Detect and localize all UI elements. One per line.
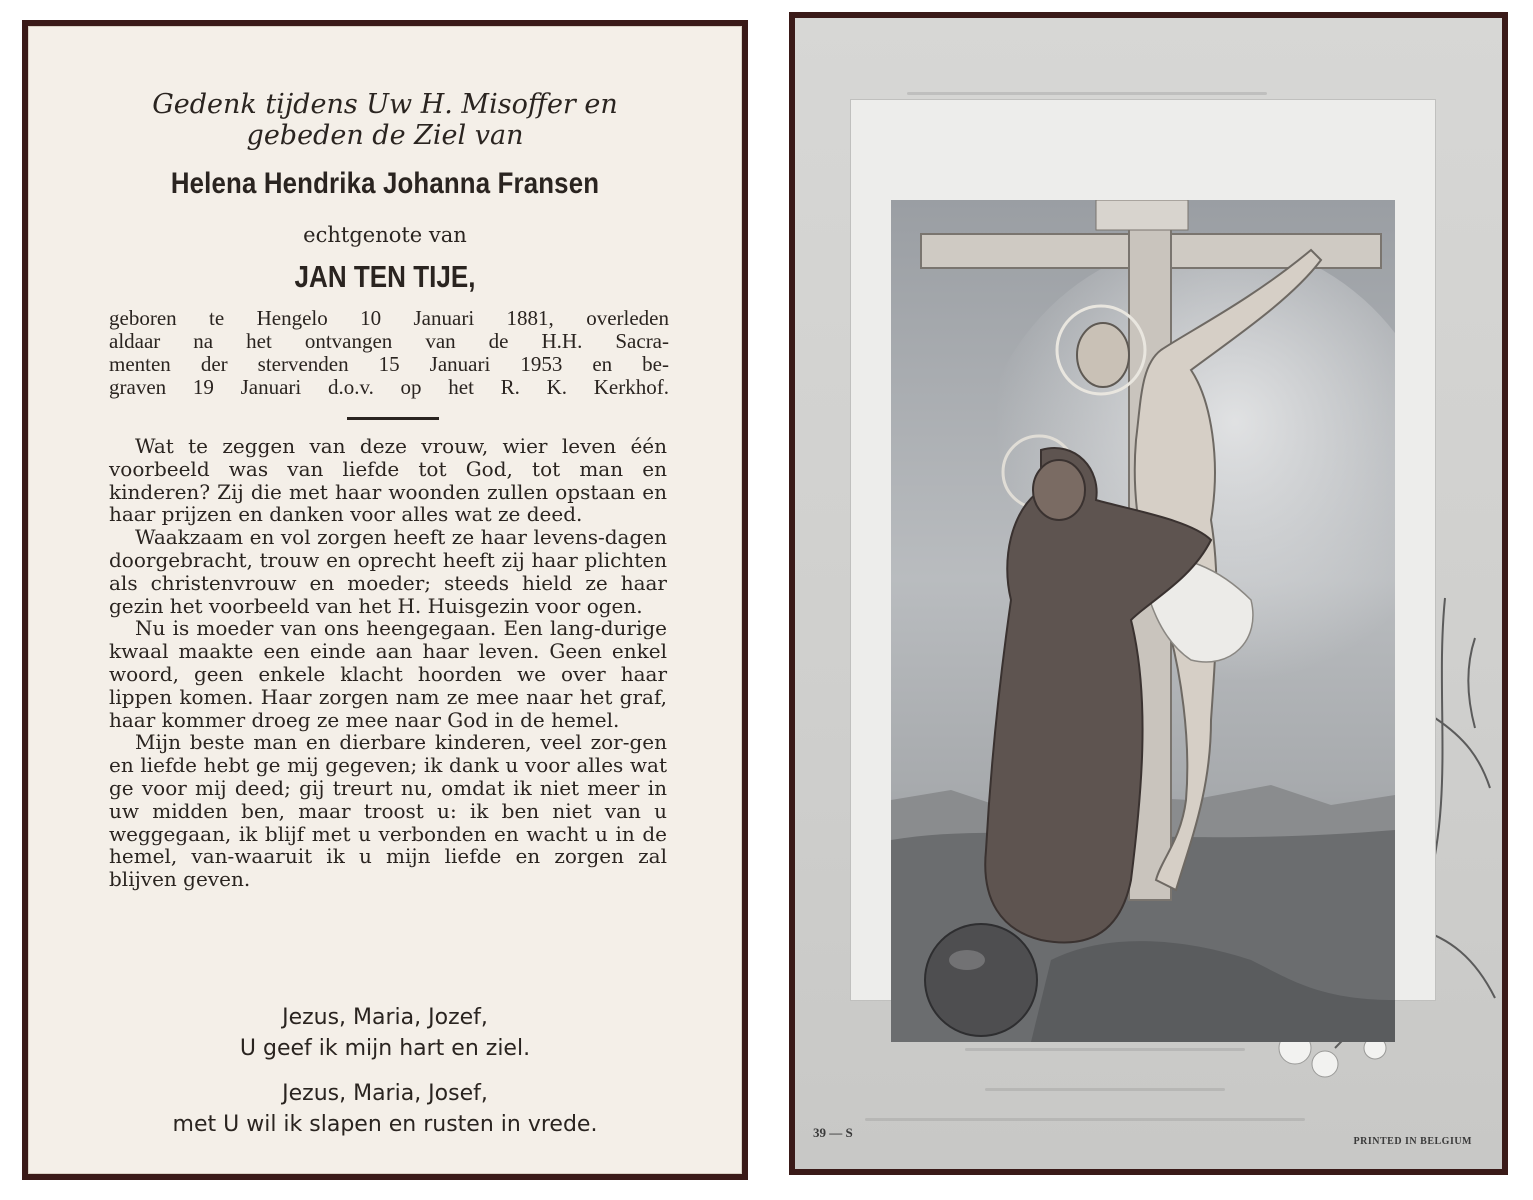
text-card-paper xyxy=(28,26,742,1174)
intro-text xyxy=(29,89,741,151)
image-card-paper xyxy=(795,18,1502,1169)
devotional-picture xyxy=(891,200,1395,1042)
show-through-line xyxy=(865,1118,1305,1121)
memorial-card-text-side xyxy=(22,20,748,1180)
biography-block xyxy=(109,307,669,399)
eulogy-paragraph: Mijn beste man en dierbare kinderen, veel zor-gen en liefde hebt ge mij gegeven; ik dank u voor alles wat ge voor mij deed; gij treurt nu, omdat ik niet meer in uw midden ben, maar troost u: ik ben niet van u weggegaan, ik blijf met u verbonden en wacht u in de hemel, van-waaruit ik u mijn liefde en zorgen zal blijven geven. xyxy=(109,730,667,892)
prayer-two xyxy=(29,1078,741,1140)
prayer-two-line-2: met U wil ik slapen en rusten in vrede. xyxy=(172,1112,598,1137)
picture-mount xyxy=(851,100,1435,1000)
eulogy-paragraph: Waakzaam en vol zorgen heeft ze haar levens-dagen doorgebracht, trouw en oprecht heeft zij haar plichten als christenvrouw en moeder; steeds hield ze haar gezin het voorbeeld van het H. Huisgezin voor ogen. xyxy=(109,525,667,618)
spouse-name: JAN TEN TIJE, xyxy=(294,259,476,294)
eulogy-paragraph: Wat te zeggen van deze vrouw, wier leven één voorbeeld was van liefde tot God, tot man en kinderen? Zij die met haar woonden zullen opstaan en haar prijzen en danken voor alles wat ze deed. xyxy=(109,434,667,527)
bio-line: aldaar na het ontvangen van de H.H. Sacra- xyxy=(109,329,669,353)
bio-line: menten der stervenden 15 Januari 1953 en be- xyxy=(109,352,669,376)
memorial-card-image-side xyxy=(789,12,1508,1175)
crucifixion-illustration xyxy=(891,200,1395,1042)
deceased-name: Helena Hendrika Johanna Fransen xyxy=(170,167,600,200)
prayer-one-line-2: U geef ik mijn hart en ziel. xyxy=(239,1036,531,1061)
divider-rule xyxy=(347,417,439,420)
bio-line: geboren te Hengelo 10 Januari 1881, overleden xyxy=(109,306,669,330)
spouse-label: echtgenote van xyxy=(303,223,467,247)
prayer-one-line-1: Jezus, Maria, Jozef, xyxy=(282,1005,488,1030)
printer-mark: PRINTED IN BELGIUM xyxy=(1353,1136,1472,1147)
print-code: 39 — S xyxy=(813,1125,853,1140)
eulogy-text xyxy=(109,435,667,891)
prayer-one xyxy=(29,1002,741,1064)
intro-line-1: Gedenk tijdens Uw H. Misoffer en xyxy=(152,89,618,120)
show-through-line xyxy=(907,92,1267,95)
eulogy-paragraph: Nu is moeder van ons heengegaan. Een lang-durige kwaal maakte een einde aan haar leven. Geen enkel woord, geen enkele klacht hoorden we over haar lippen komen. Haar zorgen nam ze mee naar het graf, haar kommer droeg ze mee naar God in de hemel. xyxy=(109,616,667,732)
intro-line-2: gebeden de Ziel van xyxy=(246,120,524,151)
bio-line: graven 19 Januari d.o.v. op het R. K. Kerkhof. xyxy=(109,375,669,399)
prayer-two-line-1: Jezus, Maria, Josef, xyxy=(282,1081,488,1106)
